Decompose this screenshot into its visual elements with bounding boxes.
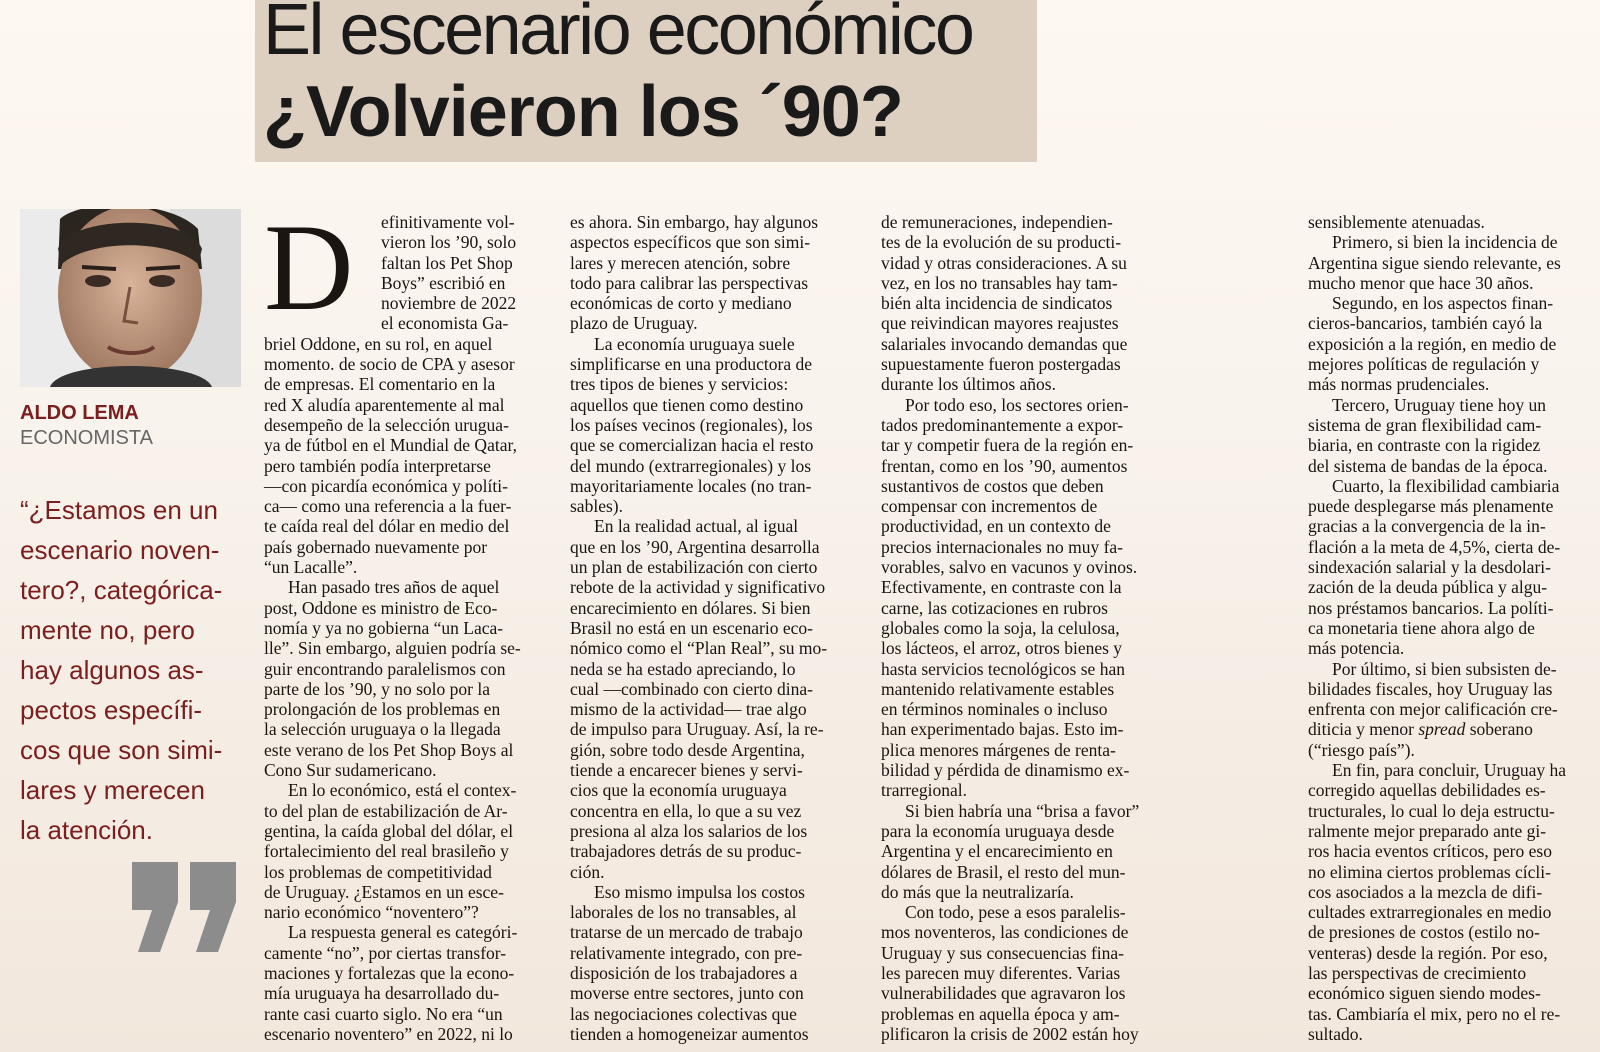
text-line: ralmente mejor preparado ante gi- <box>1308 820 1547 841</box>
text-line: han experimentado bajas. Esto im- <box>881 719 1124 740</box>
text-line: moverse entre sectores, junto con <box>570 983 804 1004</box>
text-line: momento. de socio de CPA y asesor <box>264 354 515 375</box>
text-line: rante casi cuarto siglo. No era “un <box>264 1003 503 1024</box>
text-line: este verano de los Pet Shop Boys al <box>264 739 514 760</box>
pull-quote-line: hay algunos as- <box>20 655 204 685</box>
text-line: mantenido relativamente estables <box>881 678 1115 699</box>
text-line: disposición de los trabajadores a <box>570 962 798 983</box>
text-line: frentan, como en los ’90, aumentos <box>881 455 1128 476</box>
text-line: tados predominantemente a expor- <box>881 414 1124 435</box>
pull-quote-line: pectos específi- <box>20 695 203 725</box>
headline-kicker: El escenario económico <box>263 0 973 70</box>
text-line: mismo de la actividad— trae algo <box>570 699 807 720</box>
text-line: sultado. <box>1308 1023 1363 1044</box>
text-line: gentina, la caída global del dólar, el <box>264 820 514 841</box>
text-line: supuestamente fueron postergadas <box>881 354 1121 375</box>
text-line: trarregional. <box>881 780 967 801</box>
pull-quote-line: lares y merecen <box>20 775 205 805</box>
text-line: En fin, para concluir, Uruguay ha <box>1332 760 1567 781</box>
text-line: cieros-bancarios, también cayó la <box>1308 313 1543 334</box>
text-line: en términos nominales o incluso <box>881 699 1108 720</box>
text-line: Boys” escribió en <box>381 272 506 293</box>
text-line: te caída real del dólar en medio del <box>264 516 510 537</box>
text-line: de Uruguay. ¿Estamos en un esce- <box>264 881 504 902</box>
author-role: ECONOMISTA <box>20 427 153 449</box>
text-line: carne, las cotizaciones en rubros <box>881 597 1108 618</box>
pull-quote <box>20 490 245 850</box>
text-line: Si bien habría una “brisa a favor” <box>905 800 1140 821</box>
text-line: plificaron la crisis de 2002 están hoy <box>881 1023 1139 1044</box>
text-line: Argentina sigue siendo relevante, es <box>1308 252 1561 273</box>
text-line: tres tipos de bienes y servicios: <box>570 374 789 395</box>
text-line: ros hacia eventos críticos, pero eso <box>1308 841 1552 862</box>
text-line: tas. Cambiaría el mix, pero no el re- <box>1308 1003 1561 1024</box>
text-line: tructurales, lo cual lo deja estructu- <box>1308 800 1555 821</box>
pull-quote-line: “¿Estamos en un <box>20 495 218 525</box>
text-line: es ahora. Sin embargo, hay algunos <box>570 212 819 232</box>
pull-quote-line: escenario noven- <box>20 535 220 565</box>
text-line: durante los últimos años. <box>881 374 1056 395</box>
headline-title: ¿Volvieron los ´90? <box>263 72 903 152</box>
text-line: La respuesta general es categóri- <box>288 922 518 943</box>
text-line: que en los ’90, Argentina desarrolla <box>570 536 820 557</box>
text-line: cual —combinado con cierto dina- <box>570 678 813 699</box>
text-line: cios que la economía uruguaya <box>570 780 787 801</box>
text-line: aspectos específicos que son simi- <box>570 232 811 253</box>
text-line: gracias a la convergencia de la in- <box>1308 516 1546 537</box>
text-line: concentra en ella, lo que a su vez <box>570 800 802 821</box>
text-line: efinitivamente vol- <box>381 212 515 232</box>
text-line: En la realidad actual, al igual <box>594 516 799 537</box>
text-line: noviembre de 2022 <box>381 293 517 314</box>
text-line: económico siguen siendo modes- <box>1308 983 1541 1004</box>
text-line: que reivindican mayores reajustes <box>881 313 1119 334</box>
text-line: nomía y ya no gobierna “un Laca- <box>264 617 504 638</box>
text-line: venteras) desde la región. Por eso, <box>1308 942 1548 963</box>
text-fragment: soberano <box>1465 719 1533 740</box>
text-line: Por último, si bien subsisten de- <box>1332 658 1557 679</box>
text-line: parte de los ’90, y no solo por la <box>264 678 490 699</box>
text-line: nario económico “noventero”? <box>264 902 479 923</box>
text-line: cos asociados a la mezcla de difi- <box>1308 881 1543 902</box>
text-line: que se comercializan hacia el resto <box>570 435 814 456</box>
text-line: do más que la neutralizaría. <box>881 881 1074 902</box>
text-line: vidad y otras consideraciones. A su <box>881 252 1127 273</box>
text-line: vez, en los no transables hay tam- <box>881 272 1118 293</box>
pull-quote-line: cos que son simi- <box>20 735 223 765</box>
text-line: sistema de gran flexibilidad cam- <box>1308 414 1542 435</box>
text-line: el economista Ga- <box>381 313 509 334</box>
text-line: ya de fútbol en el Mundial de Qatar, <box>264 435 517 456</box>
text-line: presiona al alza los salarios de los <box>570 820 808 841</box>
text-line: to del plan de estabilización de Ar- <box>264 800 508 821</box>
text-line: encarecimiento en dólares. Si bien <box>570 597 811 618</box>
text-line: puede desplegarse más plenamente <box>1308 496 1554 517</box>
article-column-3 <box>881 212 1171 1044</box>
text-line: económicas de corto y mediano <box>570 293 792 314</box>
text-line: biaria, en contraste con la rigidez <box>1308 435 1541 456</box>
text-line: tes de la evolución de su producti- <box>881 232 1122 253</box>
text-line: más normas prudenciales. <box>1308 374 1490 395</box>
text-line: los problemas de competitividad <box>264 861 492 882</box>
text-line: un plan de estabilización con cierto <box>570 557 818 578</box>
text-line: sables). <box>570 496 623 517</box>
text-line: sindexación salarial y la desdolari- <box>1308 557 1551 578</box>
text-line: zación de la deuda pública y algu- <box>1308 577 1548 598</box>
text-line: para la economía uruguaya desde <box>881 820 1115 841</box>
text-line: faltan los Pet Shop <box>381 252 513 273</box>
text-line: exposición a la región, en medio de <box>1308 333 1557 354</box>
text-line: los países vecinos (regionales), los <box>570 414 813 435</box>
text-line: sensiblemente atenuadas. <box>1308 212 1485 232</box>
text-line: trabajadores detrás de su produc- <box>570 841 802 862</box>
text-line: ca monetaria tiene ahora algo de <box>1308 617 1535 638</box>
text-line: prolongación de los problemas en <box>264 699 501 720</box>
text-line: nos préstamos bancarios. La políti- <box>1308 597 1554 618</box>
text-line: Uruguay y sus consecuencias fina- <box>881 942 1124 963</box>
article-column-4 <box>1308 212 1598 1044</box>
text-line: briel Oddone, en su rol, en aquel <box>264 333 493 354</box>
text-line: Por todo eso, los sectores orien- <box>905 394 1129 415</box>
text-line: precios internacionales no muy fa- <box>881 536 1123 557</box>
text-line: hasta servicios tecnológicos se han <box>881 658 1125 679</box>
text-line: Brasil no está en un escenario eco- <box>570 617 813 638</box>
text-line: aquellos que tienen como destino <box>570 394 804 415</box>
article-column-2 <box>570 212 860 1044</box>
author-portrait-image <box>20 209 241 387</box>
text-line: simplificarse en una productora de <box>570 354 812 375</box>
text-line: Cono Sur sudamericano. <box>264 760 437 781</box>
text-line: mía uruguaya ha desarrollado du- <box>264 983 500 1004</box>
text-line <box>1308 719 1598 739</box>
text-line: Cuarto, la flexibilidad cambiaria <box>1332 475 1560 496</box>
text-line: rebote de la actividad y significativo <box>570 577 826 598</box>
text-line: mos noventeros, las condiciones de <box>881 922 1129 943</box>
article-column-1 <box>264 334 554 1044</box>
text-line: Con todo, pese a esos paralelis- <box>905 902 1126 923</box>
text-line: plazo de Uruguay. <box>570 313 698 334</box>
text-line: post, Oddone es ministro de Eco- <box>264 597 498 618</box>
text-line: vulnerabilidades que agravaron los <box>881 983 1126 1004</box>
text-line: del mundo (extrarregionales) y los <box>570 455 812 476</box>
text-line: dólares de Brasil, el resto del mun- <box>881 861 1126 882</box>
text-line: Segundo, en los aspectos finan- <box>1332 293 1554 314</box>
text-line: bién alta incidencia de sindicatos <box>881 293 1113 314</box>
text-line: corregido aquellas debilidades es- <box>1308 780 1546 801</box>
text-line: los lácteos, el arroz, otros bienes y <box>881 638 1123 659</box>
text-line: ción. <box>570 861 605 882</box>
text-line: más potencia. <box>1308 638 1405 659</box>
text-line: camente “no”, por ciertas transfor- <box>264 942 507 963</box>
text-line: mayoritariamente locales (no tran- <box>570 475 812 496</box>
text-line: compensar con incrementos de <box>881 496 1098 517</box>
text-line: mejores políticas de regulación y <box>1308 354 1540 375</box>
pull-quote-line: mente no, pero <box>20 615 195 645</box>
article-column-1-top <box>381 212 516 334</box>
text-line: de remuneraciones, independien- <box>881 212 1113 232</box>
text-line: de presiones de costos (estilo no- <box>1308 922 1540 943</box>
text-line: maciones y fortalezas que la econo- <box>264 963 515 983</box>
text-line: Primero, si bien la incidencia de <box>1332 232 1558 253</box>
text-line: enfrenta con mejor calificación cre- <box>1308 699 1558 720</box>
text-line: (“riesgo país”). <box>1308 739 1415 760</box>
text-line: mucho menor que hace 30 años. <box>1308 272 1534 293</box>
text-fragment: diticia y menor <box>1308 719 1419 740</box>
text-line: sustantivos de costos que deben <box>881 475 1104 496</box>
text-line: guir encontrando paralelismos con <box>264 658 506 679</box>
text-line: desempeño de la selección urugua- <box>264 414 509 435</box>
pull-quote-line: la atención. <box>20 815 153 845</box>
drop-cap: D <box>264 199 354 336</box>
text-line: gión, sobre todo desde Argentina, <box>570 739 805 760</box>
italic-term: spread <box>1418 719 1466 740</box>
text-line: todo para calibrar las perspectivas <box>570 272 809 293</box>
text-line: tiende a encarecer bienes y servi- <box>570 760 803 781</box>
text-line: ca— como una referencia a la fuer- <box>264 496 512 517</box>
text-line: red X aludía aparentemente al mal <box>264 394 505 415</box>
text-line: Efectivamente, en contraste con la <box>881 577 1122 598</box>
author-photo <box>20 209 241 387</box>
text-line: escenario noventero” en 2022, ni lo <box>264 1023 513 1044</box>
text-line: salariales invocando demandas que <box>881 333 1128 354</box>
text-line: tar y competir fuera de la región en- <box>881 435 1134 456</box>
text-line: flación a la meta de 4,5%, cierta de- <box>1308 536 1561 557</box>
text-line: fortalecimiento del real brasileño y <box>264 841 509 862</box>
text-line: de impulso para Uruguay. Así, la re- <box>570 719 824 740</box>
text-line: país gobernado nuevamente por <box>264 536 488 557</box>
text-line: Han pasado tres años de aquel <box>288 577 500 598</box>
text-line: la selección uruguaya o la llegada <box>264 719 501 740</box>
text-line: productividad, en un contexto de <box>881 516 1111 537</box>
text-line: no elimina ciertos problemas cícli- <box>1308 861 1551 882</box>
text-line: bilidades fiscales, hoy Uruguay las <box>1308 678 1553 699</box>
text-line: lares y merecen atención, sobre <box>570 252 791 273</box>
text-line: globales como la soja, la celulosa, <box>881 617 1120 638</box>
text-line: neda se ha estado apreciando, lo <box>570 658 796 679</box>
text-line: las perspectivas de crecimiento <box>1308 962 1527 983</box>
text-line: cultades extrarregionales en medio <box>1308 902 1552 923</box>
text-line: del sistema de bandas de la época. <box>1308 455 1548 476</box>
text-line: Eso mismo impulsa los costos <box>594 881 805 902</box>
text-line: lle”. Sin embargo, alguien podría se- <box>264 638 521 659</box>
text-line: relativamente integrado, con pre- <box>570 942 803 963</box>
text-line: les parecen muy diferentes. Varias <box>881 962 1121 983</box>
text-line: tratarse de un mercado de trabajo <box>570 922 803 943</box>
pull-quote-line: tero?, categórica- <box>20 575 223 605</box>
text-line: vorables, salvo en vacunos y ovinos. <box>881 557 1138 578</box>
text-line: las negociaciones colectivas que <box>570 1003 797 1024</box>
text-line: En lo económico, está el contex- <box>288 780 517 801</box>
text-line: Argentina y el encarecimiento en <box>881 841 1113 862</box>
text-line: laborales de los no transables, al <box>570 902 797 923</box>
text-line: tienden a homogeneizar aumentos <box>570 1023 809 1044</box>
text-line: La economía uruguaya suele <box>594 333 795 354</box>
text-line: plica menores márgenes de renta- <box>881 739 1116 760</box>
text-line: Tercero, Uruguay tiene hoy un <box>1332 394 1547 415</box>
text-line: vieron los ’90, solo <box>381 232 517 253</box>
author-name: ALDO LEMA <box>20 402 139 424</box>
text-line: nómico como el “Plan Real”, su mo- <box>570 638 828 659</box>
text-line: pero también podía interpretarse <box>264 455 491 476</box>
text-line: de empresas. El comentario en la <box>264 374 496 395</box>
text-line: —con picardía económica y políti- <box>264 475 508 496</box>
text-line: bilidad y pérdida de dinamismo ex- <box>881 760 1130 781</box>
text-line: problemas en aquella época y am- <box>881 1003 1120 1024</box>
closing-quote-icon <box>130 862 240 954</box>
text-line: “un Lacalle”. <box>264 557 358 578</box>
